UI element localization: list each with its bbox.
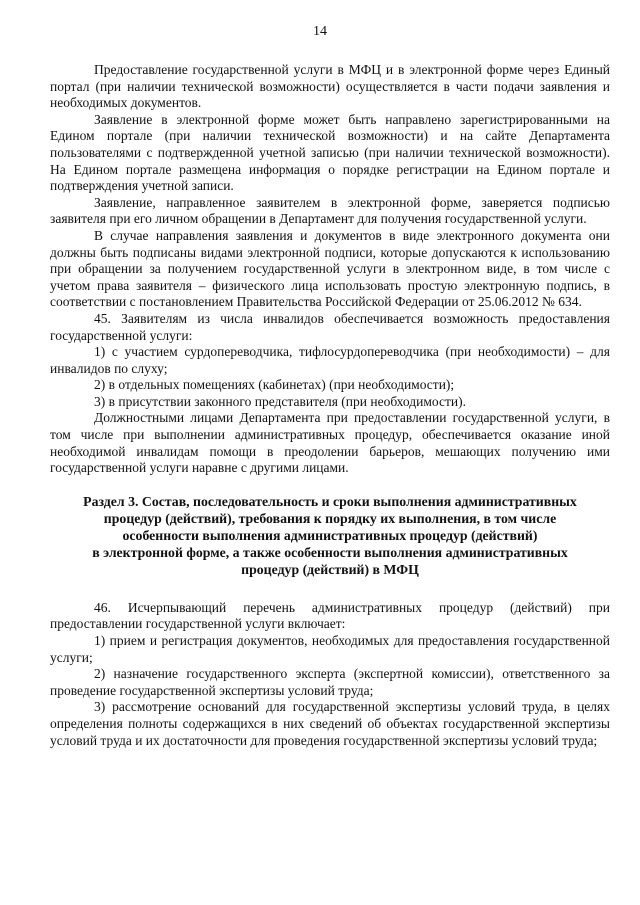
section-heading xyxy=(50,493,610,578)
paragraph: 1) с участием сурдопереводчика, тифлосурдопереводчика (при необходимости) – для инвалидов по слуху; xyxy=(50,344,610,376)
section-heading-line: процедур (действий), требования к порядку их выполнения, в том числе xyxy=(103,510,557,526)
paragraph: В случае направления заявления и документов в виде электронного документа они должны быть подписаны видами электронной подписи, которые допускаются к использованию при обращении за получением государственной услуги в электронном виде, в том числе с учетом права заявителя – физического лица использовать простую электронную подпись, в соответствии с постановлением Правительства Российской Федерации от 25.06.2012 № 634. xyxy=(50,227,610,310)
paragraph: 3) рассмотрение оснований для государственной экспертизы условий труда, в целях определения полноты содержащихся в них сведений об объектах государственной экспертизы условий труда и их достаточности для проведения государственной экспертизы условий труда; xyxy=(50,699,610,748)
paragraph: Заявление, направленное заявителем в электронной форме, заверяется подписью заявителя при его личном обращении в Департамент для получения государственной услуги. xyxy=(50,194,610,227)
paragraph: 45. Заявителям из числа инвалидов обеспечивается возможность предоставления государственной услуги: xyxy=(50,310,610,343)
section-heading-line: в электронной форме, а также особенности выполнения административных xyxy=(92,544,568,560)
section-heading-line: особенности выполнения административных процедур (действий) xyxy=(122,527,538,543)
section-heading-line: процедур (действий) в МФЦ xyxy=(241,561,419,577)
paragraph: 2) назначение государственного эксперта (экспертной комиссии), ответственного за проведение государственной экспертизы условий труда; xyxy=(50,666,610,698)
document-body xyxy=(50,62,610,749)
page-number: 14 xyxy=(313,24,327,39)
paragraph: 2) в отдельных помещениях (кабинетах) (при необходимости); xyxy=(94,377,455,393)
paragraph: Заявление в электронной форме может быть направлено зарегистрированными на Едином портале (при наличии технической возможности) и на сайте Департамента пользователями с подтвержденной учетной записью (при наличии технической возможности). На Едином портале размещена информация о порядке регистрации на Едином портале и подтверждения учетной записи. xyxy=(50,111,610,194)
paragraph: 3) в присутствии законного представителя (при необходимости). xyxy=(94,393,466,409)
paragraph: Должностными лицами Департамента при предоставлении государственной услуги, в том числе при выполнении административных процедур, обеспечивается оказание иной необходимой инвалидам помощи в преодолении барьеров, мешающих получению ими государственной услуги наравне с другими лицами. xyxy=(50,410,610,476)
paragraph: 1) прием и регистрация документов, необходимых для предоставления государственной услуги; xyxy=(50,633,610,665)
paragraph: 46. Исчерпывающий перечень административных процедур (действий) при предоставлении государственной услуги включает: xyxy=(50,599,610,632)
section-heading-line: Раздел 3. Состав, последовательность и сроки выполнения административных xyxy=(83,493,577,509)
paragraph: Предоставление государственной услуги в МФЦ и в электронной форме через Единый портал (при наличии технической возможности) осуществляется в части подачи заявления и необходимых документов. xyxy=(50,62,610,111)
